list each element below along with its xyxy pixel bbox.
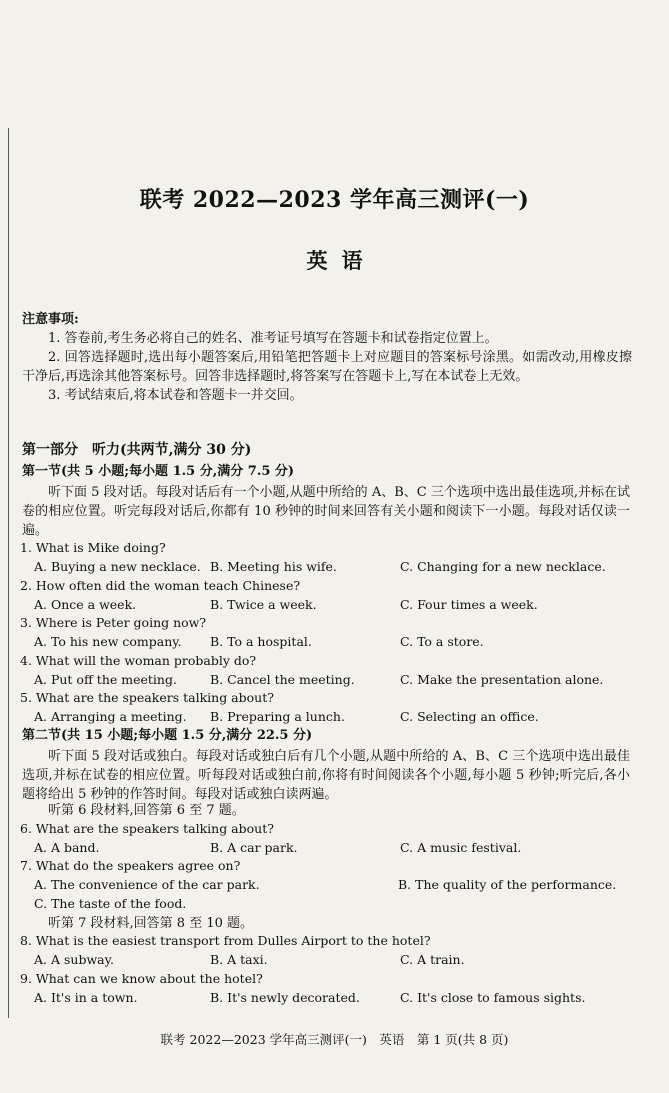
option-a: A. Arranging a meeting. [34, 709, 187, 724]
option-c: C. Selecting an office. [400, 709, 539, 724]
question-3: 3. Where is Peter going now? [20, 615, 207, 630]
option-a: A. Once a week. [34, 597, 137, 612]
exam-subject: 英语 [306, 248, 377, 273]
section2-instructions: 听下面 5 段对话或独白。每段对话或独白后有几个小题,从题中所给的 A、B、C 三个选项中选出最佳选项,并标在试卷的相应位置。听每段对话或独白前,你将有时间阅读各个小题,每小题 5 秒钟;听完后,各小题将给出 5 秒钟的作答时间。每段对话或独白读两遍。 [22, 749, 630, 802]
material-7-note: 听第 7 段材料,回答第 8 至 10 题。 [48, 916, 254, 931]
notes-item: 2. 回答选择题时,选出每小题答案后,用铅笔把答题卡上对应题目的答案标号涂黑。如需改动,用橡皮擦干净后,再选涂其他答案标号。回答非选择题时,将答案写在答题卡上,写在本试卷上无效。 [22, 350, 632, 384]
option-b: B. Twice a week. [210, 597, 317, 612]
notes-item: 3. 考试结束后,将本试卷和答题卡一并交回。 [48, 388, 303, 403]
option-a: A. It's in a town. [34, 990, 138, 1005]
question-2: 2. How often did the woman teach Chinese? [20, 578, 301, 593]
exam-title: 联考 2022—2023 学年高三测评(一) [139, 187, 530, 213]
option-c: C. A music festival. [400, 840, 522, 855]
option-c: C. Make the presentation alone. [400, 672, 604, 687]
question-5: 5. What are the speakers talking about? [20, 690, 274, 705]
option-c: C. Four times a week. [400, 597, 538, 612]
option-c: C. The taste of the food. [34, 896, 187, 911]
page-footer: 联考 2022—2023 学年高三测评(一) 英语 第 1 页(共 8 页) [160, 1032, 509, 1047]
option-b: B. It's newly decorated. [210, 990, 360, 1005]
question-1: 1. What is Mike doing? [20, 540, 166, 555]
question-4: 4. What will the woman probably do? [20, 653, 257, 668]
option-a: A. To his new company. [34, 634, 182, 649]
notes-block [22, 310, 632, 405]
material-6-note: 听第 6 段材料,回答第 6 至 7 题。 [48, 803, 245, 818]
option-b: B. Meeting his wife. [210, 559, 337, 574]
section1-instructions: 听下面 5 段对话。每段对话后有一个小题,从题中所给的 A、B、C 三个选项中选出最佳选项,并标在试卷的相应位置。听完每段对话后,你都有 10 秒钟的时间来回答有关小题和阅读下一小题。每段对话仅读一遍。 [22, 485, 630, 538]
option-b: B. To a hospital. [210, 634, 312, 649]
option-a: A. Put off the meeting. [34, 672, 177, 687]
option-a: A. A subway. [34, 952, 114, 967]
option-b: B. Preparing a lunch. [210, 709, 345, 724]
question-7: 7. What do the speakers agree on? [20, 858, 241, 873]
question-8: 8. What is the easiest transport from Dulles Airport to the hotel? [20, 933, 431, 948]
part1-heading: 第一部分 听力(共两节,满分 30 分) [22, 442, 252, 458]
question-6: 6. What are the speakers talking about? [20, 821, 274, 836]
option-a: A. Buying a new necklace. [34, 559, 201, 574]
option-c: C. Changing for a new necklace. [400, 559, 606, 574]
option-c: C. A train. [400, 952, 465, 967]
option-a: A. A band. [34, 840, 100, 855]
section1-heading: 第一节(共 5 小题;每小题 1.5 分,满分 7.5 分) [22, 464, 295, 479]
option-c: C. To a store. [400, 634, 484, 649]
question-9: 9. What can we know about the hotel? [20, 971, 263, 986]
notes-item: 1. 答卷前,考生务必将自己的姓名、准考证号填写在答题卡和试卷指定位置上。 [48, 331, 498, 346]
section2-heading: 第二节(共 15 小题;每小题 1.5 分,满分 22.5 分) [22, 728, 313, 743]
notes-heading: 注意事项: [22, 312, 79, 327]
option-b: B. A taxi. [210, 952, 268, 967]
option-b: B. The quality of the performance. [398, 877, 617, 892]
option-c: C. It's close to famous sights. [400, 990, 586, 1005]
option-b: B. Cancel the meeting. [210, 672, 355, 687]
option-a: A. The convenience of the car park. [34, 877, 260, 892]
option-b: B. A car park. [210, 840, 298, 855]
